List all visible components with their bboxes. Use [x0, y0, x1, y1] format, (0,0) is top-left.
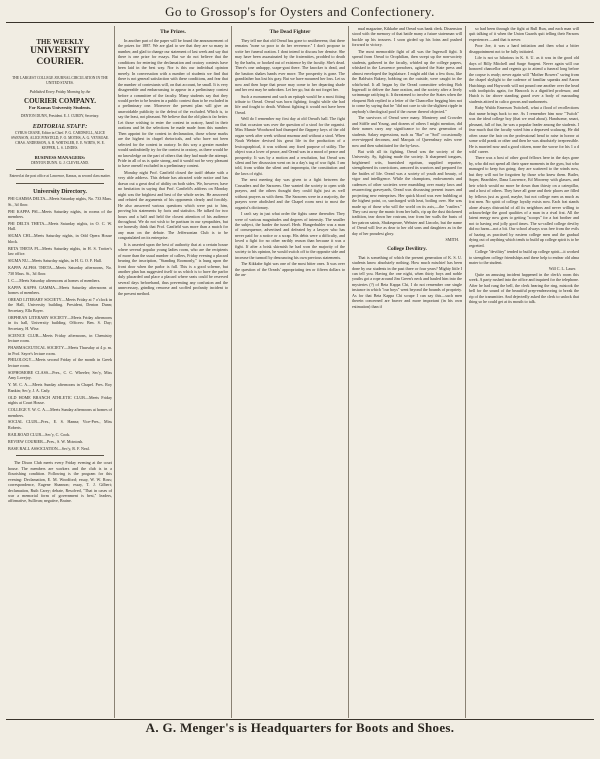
col5-p1: so had been through the fight at Bull Run, and each man will quit talking of it when the Union Guards quit telling their Parsons experiences —and that is never. — [469, 26, 579, 42]
col4-p4: But with all its fighting, Oread was the society of the University. Ay, fighting made the society. It sharpened tongues, brightened wits, burnished egotism, supplied repartee, strengthened its convictions, armored its warriors and prepared for the battles of life. Oread was a society of youth and beauty, of vigor and intelligence. While the champions, endowments and cadences of other societies were mumbling over musty laws and resurrecting graveyards, Oread was discussing present issues and projecting new enterprises. Her quick blood was ever bubbling at the highest point, or, surcharged with heat, boiling over. She was made up of those who will the world on its axis,—the "rustlers." They cast away the manic from her halls, rip up the dust thickened tradition, tear down her rostrum, tear from her walls the busts of her patron saints, Shakespeare, Webster and Lincoln, but the name of Oread will live as dear to her old sons and daughters as in the day of her proudest glory. — [352, 148, 462, 236]
business-managers: DENTON DUNN. G. J. CLEVELAND. — [31, 160, 89, 165]
standing-room-article: It is asserted upon the best of authority that at a certain house where several popular young ladies room, who are the recipients of more than the usual number of callers, Friday evening a placard bearing the inscription, "Standing Roomonly," is hung upon the front door when the parlor is full. This is a good scheme, but another plan has suggested itself to us which is to have the parlor duly placarded and place a placard where seats could be reserved several days beforehand, thus preventing any confusion and the unnecessary, grinding remorse and scoffed profanity incident to the present method. — [118, 241, 228, 296]
dead-fighter-heading: The Dead Fighter — [269, 29, 311, 35]
directory-entry: PHILOLOGY—Meets second Friday of the month in Greek lecture room. — [8, 357, 112, 368]
masthead-company: COURIER COMPANY. — [24, 96, 96, 105]
col4-p1: nual magazine, Kikkabe and Oread was bank clerk. Dissension stood with the memory of that battle many a future statesman will buckle up his trousers. I soon girded up his loins and pushed forward to victory. — [352, 26, 462, 48]
directory-entry: BASE BALL ASSOCIATION—Sec'y, R. F. Neal. — [8, 445, 90, 451]
entered-notice: Entered at the post office at Lawrence, Kansas, as second class matter. — [9, 174, 111, 179]
col4-p2: The most memorable fight of all was the Ingersoll fight. It spread from Oread to Orophilian, then swept up the non-society students, gathered in the faculty, whirled up the college papers, whisked in the Lawrence preachers, agitated the State press and almost enveloped the legislature. I might add that a few thou, like the Baldwin Bakery, bobbing on the outside, were caught in the whirlwind. It all began by the Oread committee selecting Bob Ingersoll to deliver the June oration, and the society after a lively scrimmage ratifying it. It threatened to involve the States when the eloquent Bob replied to a letter of the Chancellor begging him not to come by saying that he "did not care to stir the slightest ripple in anybody's theological pool if the owner thereof objected." — [352, 48, 462, 114]
col5-p4: Ruby Waldo Emerson Twitchell, what a flood of recollections that name brings back to me. As I remember him now "Twitch" was the ideal college boy (that we read about). Handsome, smart, pleasant, full of fun, he was a popular leader among the students. I fear much that the faculty voted him a depraved scalawag. He did often cause the hair on the professional head to raise in horror at some wild prank or other and then he was absolutely irrepressible. He is married now and a good citizen, none the worse for his 1 a d wild' career. — [469, 105, 579, 154]
directory-entry: RAILROAD CLUB—Sec'y, C. Cook. — [8, 431, 71, 437]
business-managers-title: BUSINESS MANAGERS: — [34, 154, 86, 160]
column-3 — [235, 26, 345, 718]
dead-fighter-p3: Well do I remember my first day at old Oread's hall. The fight on that occasion was over the question of a stool for the organist. Miss Mamie Woodward had thumped the flappery keys of the old organ week after week without murmur and without a stool. When Noah Webster devised his great life in the production of a lexicographical, it was without any fixed purpose of utility. The object was a lover of peace, and Oread was in a mood of peace and prosperity. It was by a motion and a resolution, but Oread was silent and her discussion went on in a day's tug of war fight. I am told, from within the silent and impromptu, the constitution and the laws of right. — [235, 116, 345, 176]
divider — [16, 183, 104, 184]
college-devilitry-heading: College Devilitry. — [387, 245, 427, 252]
directory-entry: PHI KAPPA PSI—Meets Saturday nights, in rooms of the members. — [8, 208, 112, 220]
col5-p5: There was a host of other good fellows here in the days gone by, who did not spend all their spare moments in the gym, but who managed to keep fun going; they are scattered to the winds now, but they will not be forgotten by those who knew them. Butler, Soper, Beardslee, Dana Lawrence, Ed Mooreny with glasses, and heir which would no more be down than thirsty on a caterpillar, and a host of others. They have all gone and their places are filled by fellows just as good, maybe, but not college men as much as frat men. No spirit of college loyalty exists now. Each frat stands alone always distrustful of all its neighbors and never willing to acknowledge the good qualities of a man in a rival frat. All the latent energy now goes to getting "scoops" for a frat brother and not to having real jolly good times. The so-called college devilry did no harm—not a bit. Our school always was free from the evils of hazing as practised by eastern college men and the gradual dying out of anything which tends to build up college spirit is to be regretted. — [469, 155, 579, 248]
divider — [16, 455, 104, 456]
prizes-article: In another part of the paper will be found the announcement of the prizes for 1887. We are glad to see that they are so many in number, and glad to change our statement of last week and say that there is one prize for essays. But we do not believe that the conditions for entering the declamation and oratory contests have been laid in the best way. Nor is this our individual opinion merely. In conversation with a number of students we find that there is not general satisfaction with these conditions, and fear that the number of contestants will, on that account, be small. It is very disagreeable and embarrassing to appear in a preliminary contest before a committee of the faculty. Many students say that they would prefer to be beaten in a public contest than to be excluded in a preliminary one. Moreover the present plan will give an unavoidable publicity to the defeat of the excluded. Which is, to say the least, not pleasant. We believe that the old plan is far better. Let those wishing to enter the contest in oratory, hand in their orations and let the selections be made made from this number. Then appoint for the contest in declamation, those whose marks are the highest in chapel rhetoricals, and who have not been selected for the contest in oratory. In this way a greater number would undoubtedly try for the contest in oratory, as there would be no knowledge on the part of others that they had made the attempt. Pride in all of us is quite strong, and it would not be very pleasant to have oneself excluded in a preliminary contest. — [118, 38, 228, 169]
signature-lauer: Will C. L. Lauer. — [548, 266, 576, 272]
directory-entry: SIGMA CHI—Meets Saturday nights, in Odd Opera House block. — [8, 233, 112, 244]
column-4 — [352, 26, 462, 718]
dead-fighter-p4: The next meeting day was given to a fight between the Crusaders and the Saracens. One wanted the society to open with prayers, and the others thought they could fight just as well without prayers as with them. The Saracens were in a majority, the prayers were abolished and the Chapel room next to most the organist's dictionary. — [235, 177, 345, 210]
column-rule — [114, 26, 115, 718]
directory-entry: I. C.—Meets Saturday afternoons at homes of members. — [8, 277, 101, 283]
masthead-title: UNIVERSITY COURIER. — [30, 46, 90, 67]
directory-entry: OLD HOME BRANCH ATHLETIC CLUB—Meets Friday nights at Court House. — [8, 394, 112, 406]
masthead-subtitle: THE LARGEST COLLEGE JOURNAL CIRCULATION IN THE UNITED STATES. — [12, 76, 108, 85]
directory-entry: COLLEGE Y. W. C. A.—Meets Sunday afternoons at homes of members. — [8, 407, 112, 418]
directory-entry: SCIENCE CLUB—Meets Friday afternoons, in Chemistry lecture room. — [8, 332, 112, 344]
directory-title: University Directory. — [33, 189, 87, 196]
column-2 — [118, 26, 228, 718]
signature-smith: SMITH. — [445, 237, 459, 243]
masthead-officers: DENTON DUNN, President. E. J. CURDY, Secretary. — [20, 113, 100, 118]
editorial-staff-title: EDITORIAL STAFF: — [32, 124, 88, 131]
masthead-column — [8, 26, 112, 718]
column-rule — [348, 26, 349, 718]
directory-entry: SIGMA NU—Meets Saturday nights, in H. G. O. F. Hall. — [8, 258, 102, 264]
masthead-line1: THE WEEKLY — [36, 38, 84, 46]
editorial-staff: CYRUS CRANE, Editor in Chief. P. G. CARDWELL, ALICE SWENSON, ALICE PINSTELD, F. O. MOTHS, A. G. VEYROAE. CHAS. ANDERSON, A. R. WHITSLER, E. E. WIRTS, W. E. KEPPER, L. S. LINDES. — [10, 131, 110, 150]
col5-p3: Life is not so hilarious in K. S. U. as it was in the good old days of Billy Mitchell and Sarge Sargent. Never again will our honored chancellor and regents go to attend a funeral long before the corpse is ready; never again will "Mother Bowers" swing from the chapel skylight to the cadence of familiar squeaks and Aaron Hutchings and Hayworth will not pound one another over the head with toothpicks again, for Hancock is a dignified professor, and Hutch is far above standing guard over a body of marauding students attired in calico gowns and sunbonnets. — [469, 55, 579, 104]
footer-ad: A. G. Menger's is Headquarters for Boots and Shoes. — [145, 720, 455, 735]
directory-entry: SOCIAL CLUB—Pres., E. S. Hanna; Vice-Pres., Miss Roberts. — [8, 419, 112, 430]
top-banner: Go to Grossop's for Oysters and Confectionery. — [165, 4, 435, 19]
dead-fighter-p5: I can't say in just what order the fights came thereafter. They were of various magnitudes and degrees of intensity. The smaller the subject, the harder the tussel. Herb. Hungerbuhler was a man of consequence, advertised and defeated by a lawyer who has never paid for a notice or a scrap. His debts were a difficulty, and loved a fight for no other earthly reason than because it was a fight. If after a brisk skirmish he had won the majority of the society to his opinion, he would switch off to the opposite side and increase the turmoil by denouncing his own previous statements. — [235, 211, 345, 260]
directory-entry: KAPPA KAPPA GAMMA—Meets Saturday afternoons at homes of members. — [8, 284, 112, 295]
tariff-debate-article: Monday night Prof. Canfield closed the tariff debate with a very able address. This debate has attracted wide notice and has drawn out a great deal of ability on both sides. We, however, have no hesitation in saying that Prof. Canfield's address on Monday night was the brightest and best of the whole series. He answered and refuted the arguments of his opponents clearly and forcibly. He also answered various questions which were put to him, proving his statements by facts and statistics. He talked for two hours and a half and held the closest attention of his audience throughout. We do not wish to be partisan in our sympathies, but we honestly think that Prof. Canfield was more than a match for any man on the debate. The Jeffersonian Club is to be congratulated on its enterprise. — [118, 169, 228, 241]
prizes-heading: The Prizes. — [160, 29, 186, 35]
top-rule — [6, 22, 594, 23]
col4-p3: The survivors of Oread were many. Monterey and Crowder and Stiffle and Young, and dozens of others I might mention, did their names carry any significance to the new generation of students. Salary regressions, such as "Bar" or "Sod" occasionally over-stepped decorum, and Marquis of Queensbury rules were now and then substituted for the by-laws. — [352, 115, 462, 148]
directory-entry: PHARMACEUTICAL SOCIETY—Meets Thursday at 4 p. m. in Prof. Sayre's lecture room. — [8, 345, 112, 356]
column-rule — [231, 26, 232, 718]
col4-p5: That is something of which the present generation of K. S. U. students know absolutely nothing. How much mischief has been done by our students in the past three or four years? Mighty little I can tell you. Having the one night, when thirty boys and noble youths got a rope around Jim Green's neck and hauled him into the mysteries (?) of Beta Kappa Chi, I do not remember one single instance in which "our boys" went beyond the bounds of propriety. As for that Beta Kappa Chi scrape I can say this—such men therein concerned are braver and more important (in his own estimation) than if — [352, 254, 462, 309]
dead-fighter-p1: They tell me that old Oread has gone to smithereens; that there remains "none so poor to do her reverence." I don't propose to write her funeral oration. I dont intend to discuss her demise. She may have been assassinated by the fraternities, prodded to death by the barbs, or hooked out of existence by the faculty. She's dead. There's one unhappy, scape-goat there. The knocker is dead, and the bastion shakes hands ever more. The prosperity is gone. The grandfather has lost his gray. But we have mourned her loss. Let us now and then hope that peace may come to her departing shade and her rest may be unbroken. Let her go, but do not forget her. — [235, 38, 345, 93]
directory-entry: SOPHOMORE CLASS—Pres., C. C. Wheeler; Sec'y, Miss Amy Lovejoy. — [8, 369, 112, 381]
dead-fighter-p6: The Kikkabe fight was one of the most bitter ones. It was over the question of the Oreads' appropriating ten or fifteen dollars to the an- — [235, 261, 345, 278]
masthead-published: Published Every Friday Morning by the — [29, 89, 91, 94]
masthead-for: For Kansas University Students. — [28, 104, 92, 110]
col5-p6: College "devilitry" tended to build up college spirit—it worked to strengthen college friendships and these help to endear old alma mater to the student. — [469, 249, 579, 266]
directory-entry: ORPHEAN LITERARY SOCIETY—Meets Friday afternoons in its hall, University building. Officers: Ben. S. Day; Secretary, H. Wise. — [8, 314, 112, 331]
col5-p7: Quite an amusing incident happened in the clerk's room this week. A party rushed into the office and inquired for the telephone. After he had rung the bell, the clerk hearing the ring, mistook the bell for the sound of the beautiful prep-endeavoring to break the rip of the transmitter. And dejectedly asked the clerk to unlock that thing so he could get at its mouth to talk. — [469, 271, 579, 305]
directory-entry: BETA THETA PI—Meets Saturday nights, in H. S. Trotter's law office. — [8, 245, 112, 257]
dixon-club-paragraph: The Dixon Club meets every Friday evening at the court house. The members are workers and the club is in a flourishing condition. Following is the program for this evening: Declamation, E. M. Woodford; essay, W. W. Ross; correspondence, Eugene Shannon; essay, T. J. Gilbert; declamation, Ruth Carey; debate, Resolved, "That in cases of war a memorial form of government is best," leaders, affirmative, Sullivan; negative, Braine. — [8, 460, 112, 504]
dead-fighter-p2: Such a monument and such an epitaph would be a most fitting tribute to Oread. Oread was born fighting; fought while she had life and fought to death. Without fighting it would not have been Oread. — [235, 93, 345, 115]
directory-list — [8, 196, 112, 451]
directory-entry: OREAD LITERARY SOCIETY—Meets Friday at 7 o'clock in the Hall, University building. President, Denton Dunn; Secretary, Ella Boyer. — [8, 296, 112, 313]
column-5 — [469, 26, 579, 718]
directory-entry: PHI DELTA THETA—Meets Saturday nights, in O. C. W. Hall. — [8, 220, 112, 232]
directory-entry: PHI GAMMA DELTA—Meets Saturday nights, No. 733 Mass. St., 3d floor. — [8, 196, 112, 207]
divider — [16, 169, 104, 170]
column-rule — [465, 26, 466, 718]
directory-entry: Y. M. C. A.—Meets Sunday afternoons in Chapel. Pres. Roy Rankin; Sec'y, J. A. Cady. — [8, 382, 112, 393]
col5-p2: Poor Joe, it was a hard initiation and then what a bitter disappointment not to be fully initiated. — [469, 43, 579, 54]
directory-entry: REVIEW COURIER—Pres., S. W. Mcintosh. — [8, 438, 84, 444]
directory-entry: KAPPA ALPHA THETA—Meets Saturday afternoons, No. 730 Mass. St., 3d floor. — [8, 265, 112, 276]
